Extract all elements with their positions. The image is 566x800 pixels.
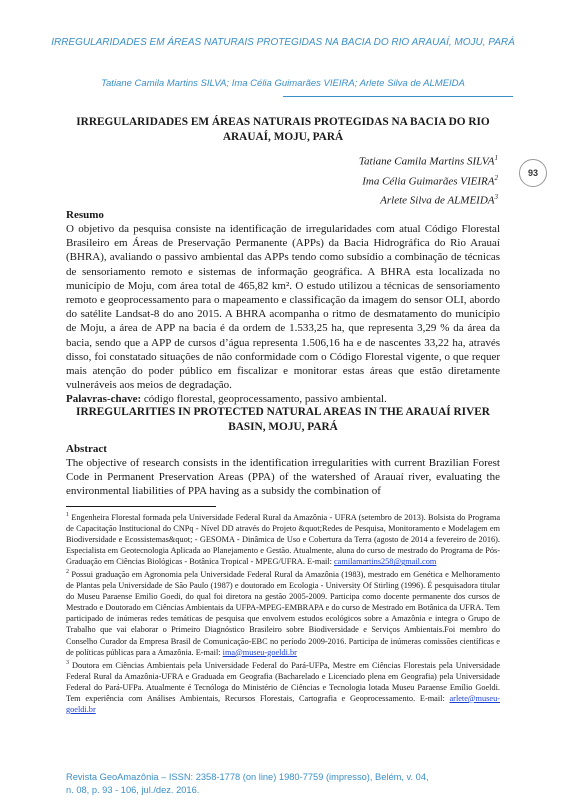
resumo-heading: Resumo bbox=[66, 209, 104, 221]
email-link-1[interactable]: camilamartins258@gmail.com bbox=[334, 557, 437, 567]
resumo-text: O objetivo da pesquisa consiste na identificação de irregularidades com atual Código Florestal Brasileiro em Áreas de Preservação Permanente (APPs) da Bacia Hidrográfica do Rio Arauaí (BHRA), avaliando o passivo ambiental das APPs tendo como subsídio a combinação de técnicas de sensoriamento remoto e sistemas de informação geográfica. A BHRA esta localizada no município de Moju, com área total de 465,82 km². O estudo utilizou a técnicas de sensoriamento remoto e geoprocessamento para o mapeamento e classificação da imagem do sensor OLI, abordo do satélite Landsat-8 do ano 2015. A BHRA acompanha o ritmo de desmatamento do município de Moju, a área de APP na bacia é da ordem de 1.533,25 ha, que representa 3,29 % da área da bacia, sendo que a APP de cursos d’água representa 1.506,16 ha e de nascentes 33,22 ha, através disso, foi constatado situações de não conformidade com o Código Florestal vigente, o que requer mais atenção do poder público em fiscalizar e monitorar estas áreas que estão diretamente vulneráveis aos meios de degradação. bbox=[66, 223, 500, 392]
author-2: Ima Célia Guimarães VIEIRA$^2$ bbox=[362, 173, 498, 188]
running-head-authors: Tatiane Camila Martins SILVA; Ima Célia Guimarães VIEIRA; Arlete Silva de ALMEIDA bbox=[101, 78, 465, 89]
footnotes bbox=[66, 510, 500, 715]
journal-citation-line-2: n. 08, p. 93 - 106, jul./dez. 2016. bbox=[66, 785, 200, 795]
author-list bbox=[359, 150, 498, 209]
footnote-3: $^3$ Doutora em Ciências Ambientais pela Universidade Federal do Pará-UFPa, Mestre em Ciências Florestais pela Universidade Federal Rural da Amazônia-UFRA e Graduada em Geografia (Bacharelado e Licenciado plena em Geografia) pela Universidade Federal do Pará-UFPa. Atualmente é Tecnóloga do Ministério de Ciências e Tecnologia lotada Museu Paraense Emílio Goeldi. Tem experiência com Análises Ambientais, Recursos Florestais, Cartografia e Geoprocessamento. E-mail: arlete@museu-goeldi.br bbox=[66, 659, 500, 714]
resumo-body bbox=[66, 222, 500, 407]
keywords-text: código florestal, geoprocessamento, passivo ambiental. bbox=[141, 393, 387, 406]
page-number-badge: 93 bbox=[519, 159, 547, 187]
email-link-2[interactable]: ima@museu-goeldi.br bbox=[222, 647, 297, 657]
keywords-label: Palavras-chave: bbox=[66, 393, 142, 406]
header-divider bbox=[283, 96, 513, 97]
abstract-text: The objective of research consists in the identification irregularities with current Brazilian Forest Code in Permanent Preservation Areas (PPA) of the watershed of Arauaí river, evaluating the environmental liabilities of PPA having as a subsidy the combination of bbox=[66, 457, 500, 498]
footnote-divider bbox=[66, 506, 216, 507]
author-3: Arlete Silva de ALMEIDA$^3$ bbox=[380, 193, 498, 207]
footnote-2: $^2$ Possui graduação em Agronomia pela Universidade Federal Rural da Amazônia (1983), mestrado em Genética e Melhoramento de Plantas pela Universidade de São Paulo (1987) e doutorado em Ecologia - University Of Stirling (1996). É pesquisadora titular do Museu Paraense Emilio Goedi, do qual foi diretora na gestão 2005-2009. Participa como docente permanente dos cursos de Mestrado e Doutorado em Ciências Ambientais da UFPA-MPEG-EMBRAPA e do curso de Mestrado em Botânica da UFRA. Tem participado de inúmeras redes temáticas de pesquisa que envolvem estudos ecológicos sobre a Amazônia e integra o Grupo de Trabalho que vai elaborar o Primeiro Diagnóstico Brasileiro sobre Biodiversidade e Serviços Ambientais.Foi membro do Conselho Curador da Empresa Brasil de Comunicação-EBC no período 2009-2016. Participa de inúmeras comissões científicas e de políticas públicas para a Amazônia. E-mail: ima@museu-goeldi.br bbox=[66, 569, 500, 657]
abstract-heading: Abstract bbox=[66, 443, 107, 455]
journal-citation-line-1: Revista GeoAmazônia – ISSN: 2358-1778 (on line) 1980-7759 (impresso), Belém, v. 04, bbox=[66, 772, 429, 782]
author-1: Tatiane Camila Martins SILVA$^1$ bbox=[358, 154, 498, 168]
email-link-3[interactable]: arlete@museu-goeldi.br bbox=[66, 693, 500, 714]
running-head-title: IRREGULARIDADES EM ÁREAS NATURAIS PROTEGIDAS NA BACIA DO RIO ARAUAÍ, MOJU, PARÁ bbox=[51, 37, 515, 48]
footnote-1: $^1$ Engenheira Florestal formada pela Universidade Federal Rural da Amazônia - UFRA (setembro de 2013). Bolsista do Programa de Capacitação Institucional do CNPq - Nível DD através do Projeto &quot;Redes de Pesquisa, Monitoramento e Modelagem em Biodiversidade e Ecossistemas&quot; - GESOMA - Dinâmica de Uso e Cobertura da Terra (agosto de 2014 a fevereiro de 2016). Especialista em Geotecnologia Aplicada ao Planejamento e Gestão. Atualmente, aluna do curso de mestrado do Programa de Pós-Graduação em Ciências Biológicas - Botânica Tropical - MPEG/UFRA. E-mail: camilamartins258@gmail.com bbox=[66, 512, 500, 567]
article-title-en: IRREGULARITIES IN PROTECTED NATURAL AREAS IN THE ARAUAÍ RIVER BASIN, MOJU, PARÁ bbox=[76, 406, 490, 433]
article-title-pt: IRREGULARIDADES EM ÁREAS NATURAIS PROTEGIDAS NA BACIA DO RIO ARAUAÍ, MOJU, PARÁ bbox=[76, 116, 490, 143]
